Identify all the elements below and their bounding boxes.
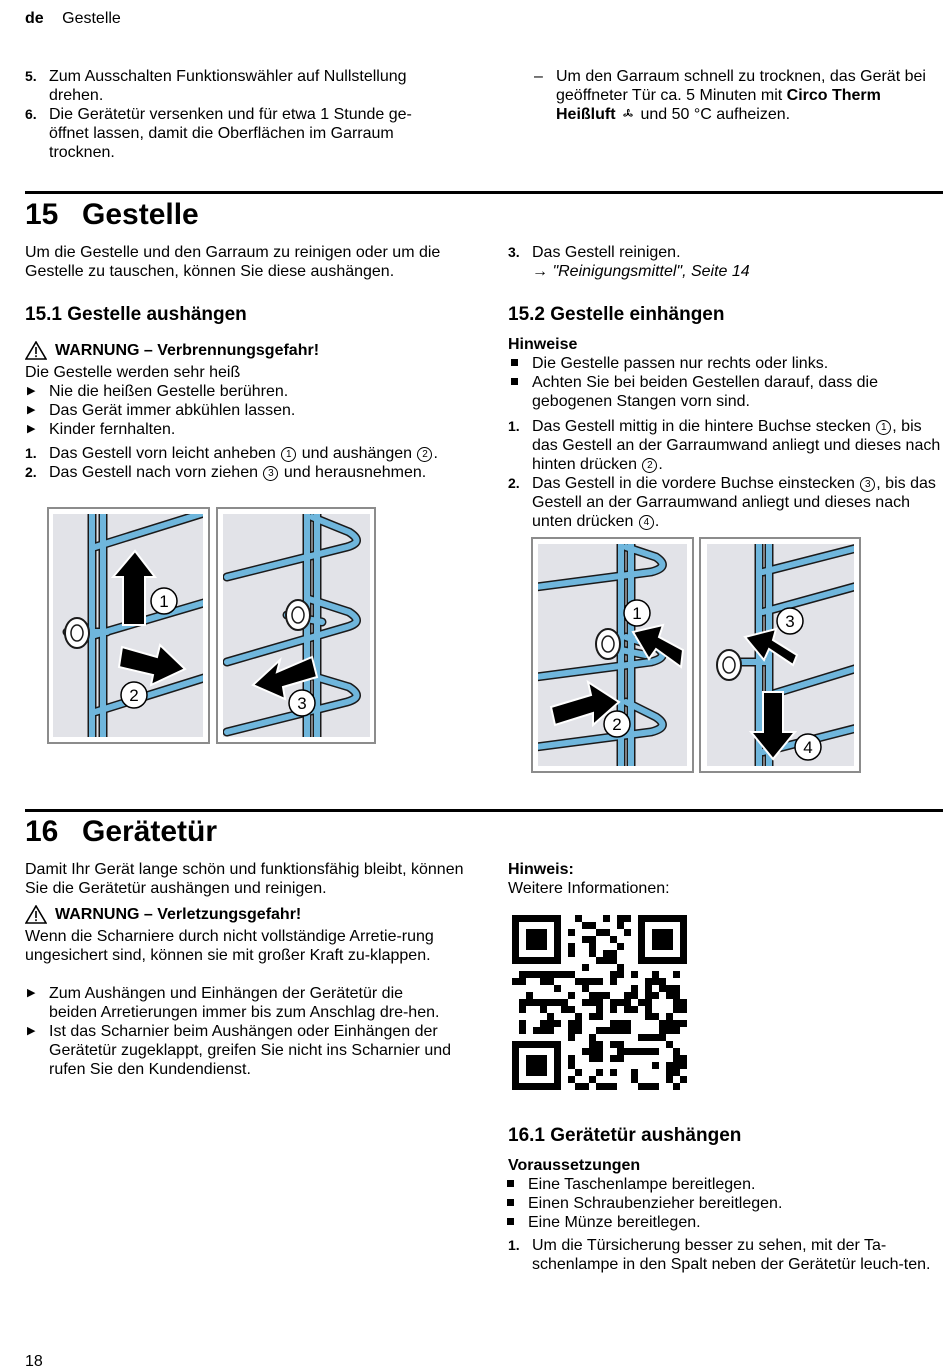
intro-steps	[25, 67, 450, 162]
callout-3	[289, 690, 315, 716]
cross-reference-link[interactable]: → "Reinigungsmittel", Seite 14	[532, 263, 750, 280]
list-item: ▶ Kinder fernhalten.	[27, 421, 176, 438]
section-divider	[25, 191, 943, 194]
warning-burn: WARNUNG – Verbrennungsgefahr!	[25, 341, 319, 360]
list-item: ▶ Das Gerät immer abkühlen lassen.	[27, 402, 296, 419]
header-title: Gestelle	[62, 10, 121, 27]
page-number: 18	[25, 1353, 43, 1370]
section-16-intro: Damit Ihr Gerät lange schön und funktionsfähig bleibt, können Sie die Gerätetür aushängen und reinigen.	[25, 861, 464, 897]
insert-step-1: 1. Das Gestell mittig in die hintere Buchse stecken 1 , bis das Gestell an der Garraumwand anliegt und dieses nach hinten drücken 2 .	[508, 418, 941, 473]
svg-text:2: 2	[612, 715, 622, 734]
insert-steps	[508, 417, 944, 531]
svg-text:3: 3	[785, 612, 795, 631]
svg-text:3: 3	[297, 694, 307, 713]
list-item: Einen Schraubenzieher bereitlegen.	[504, 1194, 944, 1213]
warning-injury-bullets	[25, 984, 455, 1079]
warning-icon	[25, 341, 47, 360]
warning-injury-text: Wenn die Scharniere durch nicht vollständige Arretie-rung ungesichert sind, können sie mit großer Kraft zu-klappen.	[25, 928, 434, 964]
language-code: de	[25, 10, 44, 27]
remove-step-1: 1. Das Gestell vorn leicht anheben 1 und aushängen 2 .	[25, 445, 438, 462]
list-item: ▶ Zum Aushängen und Einhängen der Gerätetür die beiden Arretierungen immer bis zum Anschlag dre-hen.	[27, 985, 440, 1021]
warning-burn-bullets	[25, 382, 465, 439]
list-item: Achten Sie bei beiden Gestellen darauf, dass die gebogenen Stangen vorn sind.	[508, 373, 944, 411]
intro-step-5: 5. Zum Ausschalten Funktionswähler auf Nullstellung drehen.	[25, 68, 407, 104]
subsection-16-1-title: 16.1 Gerätetür aushängen	[508, 1125, 742, 1146]
callout-4	[795, 734, 821, 760]
remove-step-2: 2. Das Gestell nach vorn ziehen 3 und herausnehmen.	[25, 464, 427, 481]
clean-step-3: 3. Das Gestell reinigen.	[508, 244, 681, 261]
fan-icon	[620, 107, 636, 120]
prerequisites-list	[504, 1175, 944, 1232]
warning-injury: WARNUNG – Verletzungsgefahr!	[25, 905, 301, 924]
svg-text:4: 4	[803, 738, 813, 757]
clean-step	[508, 243, 944, 281]
warning-icon	[25, 905, 47, 924]
hint-title: Hinweis:	[508, 861, 574, 878]
warning-burn-text: Die Gestelle werden sehr heiß	[25, 364, 241, 381]
section-16-title: 16 Gerätetür	[25, 815, 218, 848]
svg-text:2: 2	[129, 686, 139, 705]
section-divider	[25, 809, 943, 812]
subsection-15-1-title: 15.1 Gestelle aushängen	[25, 304, 247, 325]
subsection-15-2-title: 15.2 Gestelle einhängen	[508, 304, 725, 325]
page-header	[25, 9, 121, 28]
insert-step-2: 2. Das Gestell in die vordere Buchse einstecken 3 , bis das Gestell an der Garraumwand anliegt und dieses nach unten drücken 4 .	[508, 475, 936, 530]
list-item: ▶ Ist das Scharnier beim Aushängen oder Einhängen der Gerätetür zugeklappt, greifen Sie nicht ins Scharnier und rufen Sie den Kundendienst.	[27, 1023, 452, 1078]
hints-list	[508, 354, 944, 411]
remove-steps	[25, 444, 465, 482]
callout-2	[604, 711, 630, 737]
rack-removal-illustration	[47, 507, 377, 745]
hints-title: Hinweise	[508, 336, 578, 353]
list-item: Die Gestelle passen nur rechts oder links.	[508, 354, 944, 373]
callout-1	[624, 600, 650, 626]
qr-code[interactable]	[512, 915, 687, 1090]
intro-step-6: 6. Die Gerätetür versenken und für etwa 1 Stunde ge-öffnet lassen, damit die Oberflächen im Garraum trocknen.	[25, 106, 412, 161]
list-item: ▶ Nie die heißen Gestelle berühren.	[27, 383, 289, 400]
svg-text:1: 1	[632, 604, 642, 623]
callout-3	[777, 608, 803, 634]
prerequisites-title: Voraussetzungen	[508, 1157, 641, 1174]
section-15-title: 15 Gestelle	[25, 198, 199, 231]
section-15-intro: Um die Gestelle und den Garraum zu reinigen oder um die Gestelle zu tauschen, können Sie diese aushängen.	[25, 244, 441, 280]
hint-text: Weitere Informationen:	[508, 880, 670, 897]
rack-insertion-illustration	[531, 537, 863, 774]
list-item: Eine Taschenlampe bereitlegen.	[504, 1175, 944, 1194]
door-step-1: 1. Um die Türsicherung besser zu sehen, mit der Ta-schenlampe in den Spalt neben der Gerätetür leuch-ten.	[508, 1237, 931, 1273]
intro-note: – Um den Garraum schnell zu trocknen, das Gerät bei geöffneter Tür ca. 5 Minuten mit Circo Therm Heißluft und 50 °C aufheizen.	[534, 68, 926, 123]
callout-2	[121, 682, 147, 708]
svg-text:1: 1	[159, 592, 169, 611]
callout-1	[151, 588, 177, 614]
list-item: Eine Münze bereitlegen.	[504, 1213, 944, 1232]
door-steps	[508, 1236, 944, 1274]
